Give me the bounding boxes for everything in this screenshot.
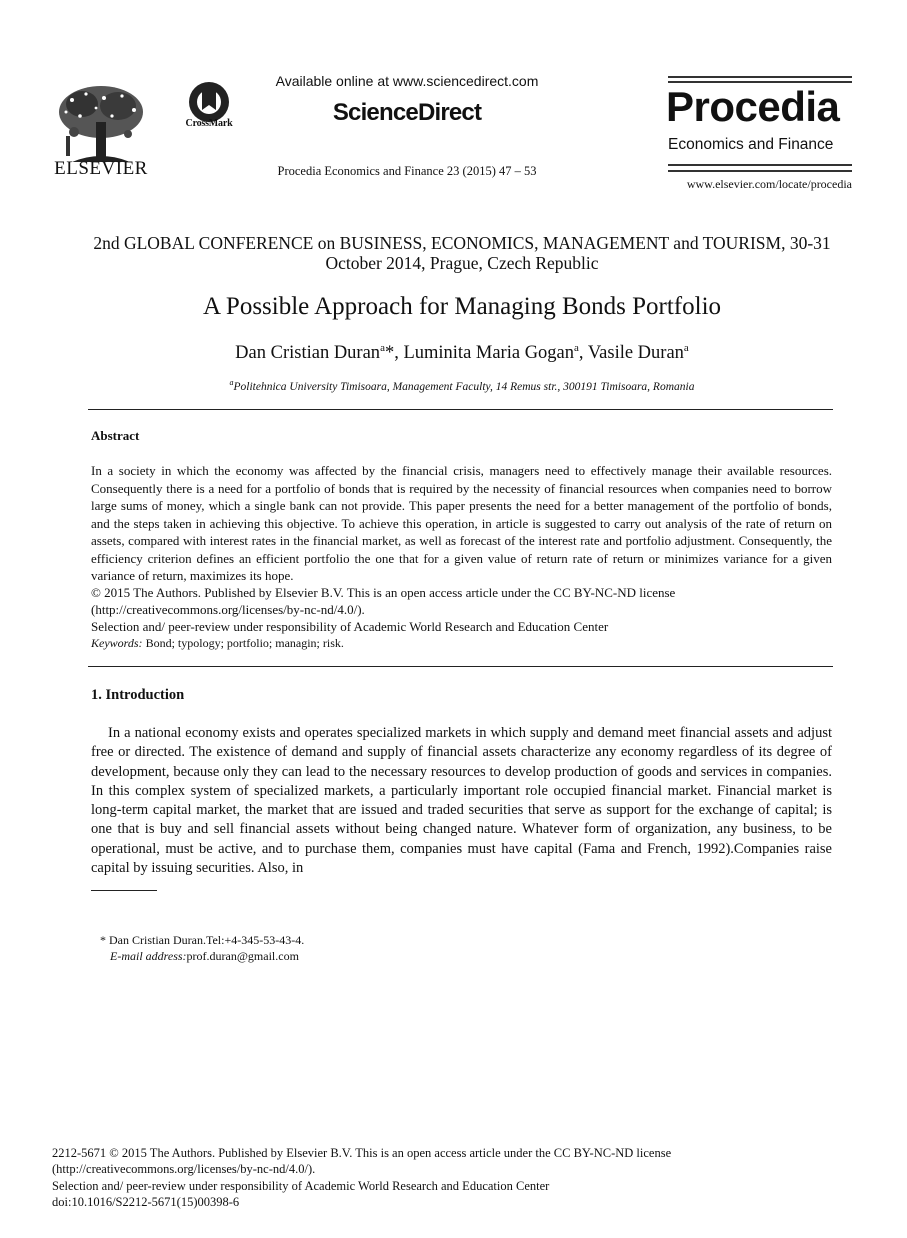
bottom-license-link[interactable]: (http://creativecommons.org/licenses/by-nc-nd/4.0/). [52,1162,316,1176]
affiliation [90,378,834,393]
procedia-bottom-rule [668,164,852,166]
affiliation-text: Politehnica University Timisoara, Management Faculty, 14 Remus str., 300191 Timisoara, Romania [233,380,695,393]
abstract-body: In a society in which the economy was affected by the financial crisis, managers need to effectively manage their available resources. Consequently there is a need for a portfolio of bonds that is required by the necessity of financial resources when companies need to borrow large sums of money, which a single bank can not provide. This paper presents the need for a better management of the portfolio of bonds, and the steps taken in achieving this objective. To achieve this operation, in article is suggested to carry out analysis of the rate of return on assets, compared with interest rates in the financial market, as well as forecast of the interest rate and portfolio adjustment. Consequently, the efficiency criterion defines an efficient portfolio the one that for a given value of return rate of return or minimizes variance for a given variance of return, maximizes its hope. [91,463,832,583]
procedia-subtitle: Economics and Finance [668,136,834,153]
sciencedirect-logo[interactable]: ScienceDirect [332,99,482,126]
corresponding-mark: * [384,343,395,364]
bottom-peer-review: Selection and/ peer-review under responsibility of Academic World Research and Education Center [52,1179,550,1193]
elsevier-wordmark: ELSEVIER [54,158,148,179]
keywords-label: Keywords: [91,636,143,650]
keywords-line [91,636,344,651]
crossmark-label: CrossMark [185,118,233,129]
introduction-heading: 1. Introduction [91,687,185,703]
available-online-text: Available online at www.sciencedirect.com [275,73,539,89]
author-sep: , [394,343,404,364]
abstract-bottom-rule [88,666,833,667]
issn-copyright-line: 2212-5671 © 2015 The Authors. Published by Elsevier B.V. This is an open access article under the CC BY-NC-ND license [52,1146,672,1160]
keywords-values: Bond; typology; portfolio; managin; risk. [142,636,344,650]
procedia-top-rule [668,76,852,78]
license-link[interactable]: (http://creativecommons.org/licenses/by-nc-nd/4.0/). [91,602,365,617]
footnote-rule [91,890,157,891]
author-name: Vasile Duran [587,343,684,364]
conference-name: 2nd GLOBAL CONFERENCE on BUSINESS, ECONOMICS, MANAGEMENT and TOURISM, 30-31 October 2014, Prague, Czech Republic [93,233,831,273]
abstract-heading: Abstract [91,428,140,443]
author-affil-sup: a [683,342,689,354]
peer-review-line: Selection and/ peer-review under responsibility of Academic World Research and Education Center [91,619,609,634]
abstract-top-rule [88,409,833,410]
author-sep: , [578,343,588,364]
affiliation-sup: a [229,378,234,387]
footnote-email [110,949,299,964]
author-name: Luminita Maria Gogan [403,343,575,364]
author-name: Dan Cristian Duran [235,343,381,364]
procedia-url-link[interactable]: www.elsevier.com/locate/procedia [686,177,852,191]
journal-citation: Procedia Economics and Finance 23 (2015) 47 – 53 [277,164,537,178]
copyright-line: © 2015 The Authors. Published by Elsevier B.V. This is an open access article under the CC BY-NC-ND license [91,585,676,600]
paper-title: A Possible Approach for Managing Bonds Portfolio [202,293,722,320]
email-label: E-mail address: [110,949,187,963]
author-affil-sup: a [380,342,385,354]
doi-link[interactable]: doi:10.1016/S2212-5671(15)00398-6 [52,1195,240,1209]
introduction-body: In a national economy exists and operates specialized markets in which supply and demand meet financial assets and adjust free or directed. The existence of demand and supply of financial assets characterize any economy regardless of its degree of development, because only they can lead to the necessary resources to develop production of goods and services in companies. In this complex system of specialized markets, a particularly important role occupied financial market. Financial market is long-term capital market, the market that are issued and traded securities that serve as support for the exchange of capital; is one that is buy and sell financial assets without being changed nature. Whatever form of organization, any business, to be operational, must be active, and to purchase them, companies must have capital (Fama and French, 1992).Companies raise capital by issuing securities. Also, in [91,725,832,877]
procedia-logo: Procedia [666,83,840,130]
email-address[interactable]: prof.duran@gmail.com [186,949,299,963]
author-affil-sup: a [574,342,579,354]
footnote-contact: * Dan Cristian Duran.Tel:+4-345-53-43-4. [100,933,305,947]
procedia-bottom-rule-2 [668,170,852,172]
author-list [90,342,834,364]
